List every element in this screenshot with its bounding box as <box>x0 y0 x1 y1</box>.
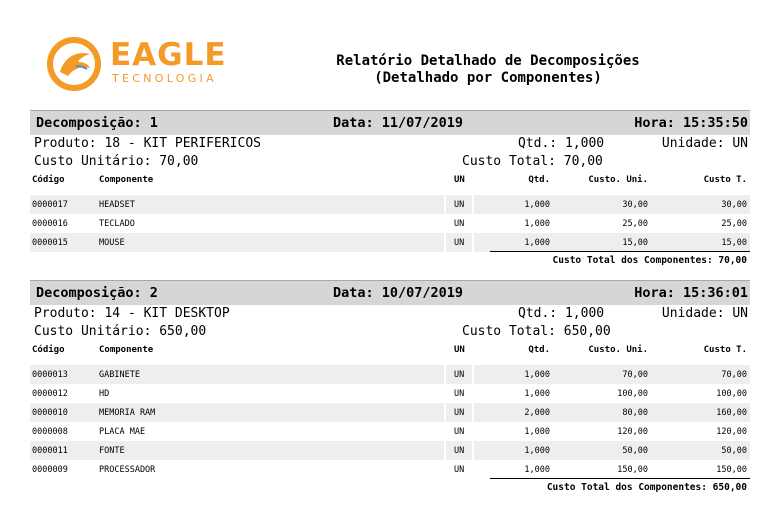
row-qtd: 1,000 <box>524 219 550 229</box>
row-custo-uni: 25,00 <box>622 219 648 229</box>
report-title-line2: (Detalhado por Componentes) <box>374 70 602 86</box>
row-un: UN <box>454 238 465 248</box>
product-line <box>30 135 750 153</box>
row-codigo: 0000013 <box>32 370 68 380</box>
table-row <box>30 195 750 214</box>
row-componente: FONTE <box>99 446 125 456</box>
row-codigo: 0000017 <box>32 200 68 210</box>
table-row <box>30 233 750 252</box>
col-custo-t: Custo T. <box>703 345 747 355</box>
unit-label: Unidade: UN <box>661 306 748 321</box>
product-label: Produto: 18 - KIT PERIFERICOS <box>34 136 261 151</box>
row-custo-t: 15,00 <box>721 238 747 248</box>
row-qtd: 1,000 <box>524 370 550 380</box>
row-codigo: 0000016 <box>32 219 68 229</box>
row-un: UN <box>454 219 465 229</box>
col-qtd: Qtd. <box>528 345 550 355</box>
row-componente: PLACA MAE <box>99 427 146 437</box>
quantity-label: Qtd.: 1,000 <box>518 136 605 151</box>
col-un: UN <box>454 345 465 355</box>
col-componente: Componente <box>99 175 154 185</box>
row-un: UN <box>454 446 465 456</box>
row-qtd: 1,000 <box>524 465 550 475</box>
row-un: UN <box>454 465 465 475</box>
row-codigo: 0000011 <box>32 446 68 456</box>
eagle-logo-icon <box>46 36 102 92</box>
row-custo-t: 160,00 <box>716 408 747 418</box>
row-codigo: 0000012 <box>32 389 68 399</box>
total-cost-label: Custo Total: 650,00 <box>462 324 611 339</box>
col-custo-uni: Custo. Uni. <box>588 175 648 185</box>
table-header <box>30 171 750 191</box>
table-header <box>30 341 750 361</box>
row-codigo: 0000010 <box>32 408 68 418</box>
table-row <box>30 460 750 479</box>
row-custo-uni: 80,00 <box>622 408 648 418</box>
cost-line <box>30 153 750 171</box>
decomposition-header <box>30 110 750 135</box>
decomposition-date: Data: 10/07/2019 <box>333 285 464 301</box>
table-row <box>30 214 750 233</box>
row-un: UN <box>454 370 465 380</box>
row-custo-uni: 100,00 <box>617 389 648 399</box>
col-codigo: Código <box>32 175 65 185</box>
row-custo-t: 120,00 <box>716 427 747 437</box>
components-total <box>30 479 750 497</box>
decomposition-header <box>30 280 750 305</box>
row-qtd: 2,000 <box>524 408 550 418</box>
report-title-line1: Relatório Detalhado de Decomposições <box>336 53 640 69</box>
row-un: UN <box>454 200 465 210</box>
decomposition-time: Hora: 15:36:01 <box>634 285 748 301</box>
row-custo-uni: 150,00 <box>617 465 648 475</box>
row-qtd: 1,000 <box>524 427 550 437</box>
decomposition-section <box>30 280 750 497</box>
col-qtd: Qtd. <box>528 175 550 185</box>
components-total-label: Custo Total dos Componentes: 70,00 <box>552 255 747 266</box>
components-total-label: Custo Total dos Componentes: 650,00 <box>546 482 747 493</box>
row-qtd: 1,000 <box>524 446 550 456</box>
row-custo-t: 100,00 <box>716 389 747 399</box>
quantity-label: Qtd.: 1,000 <box>518 306 605 321</box>
unit-cost-label: Custo Unitário: 650,00 <box>34 324 207 339</box>
row-qtd: 1,000 <box>524 200 550 210</box>
row-componente: HEADSET <box>99 200 135 210</box>
row-custo-uni: 70,00 <box>622 370 648 380</box>
col-custo-t: Custo T. <box>703 175 747 185</box>
row-un: UN <box>454 389 465 399</box>
col-componente: Componente <box>99 345 154 355</box>
row-codigo: 0000009 <box>32 465 68 475</box>
decomposition-time: Hora: 15:35:50 <box>634 115 748 131</box>
row-codigo: 0000008 <box>32 427 68 437</box>
row-custo-uni: 15,00 <box>622 238 648 248</box>
col-custo-uni: Custo. Uni. <box>588 345 648 355</box>
unit-cost-label: Custo Unitário: 70,00 <box>34 154 199 169</box>
col-codigo: Código <box>32 345 65 355</box>
total-cost-label: Custo Total: 70,00 <box>462 154 603 169</box>
logo-name: EAGLE <box>110 37 227 73</box>
row-qtd: 1,000 <box>524 238 550 248</box>
row-un: UN <box>454 427 465 437</box>
row-componente: GABINETE <box>99 370 140 380</box>
components-total <box>30 252 750 270</box>
cost-line <box>30 323 750 341</box>
unit-label: Unidade: UN <box>661 136 748 151</box>
row-un: UN <box>454 408 465 418</box>
company-logo <box>46 36 226 94</box>
report-title <box>288 53 688 87</box>
row-custo-t: 150,00 <box>716 465 747 475</box>
row-custo-uni: 50,00 <box>622 446 648 456</box>
row-componente: MOUSE <box>99 238 125 248</box>
decomposition-number: Decomposição: 2 <box>36 285 158 301</box>
row-custo-uni: 120,00 <box>617 427 648 437</box>
decomposition-section <box>30 110 750 270</box>
table-row <box>30 403 750 422</box>
row-custo-uni: 30,00 <box>622 200 648 210</box>
row-componente: HD <box>99 389 110 399</box>
product-line <box>30 305 750 323</box>
row-componente: TECLADO <box>99 219 135 229</box>
decomposition-number: Decomposição: 1 <box>36 115 158 131</box>
table-row <box>30 441 750 460</box>
product-label: Produto: 14 - KIT DESKTOP <box>34 306 230 321</box>
row-codigo: 0000015 <box>32 238 68 248</box>
decomposition-date: Data: 11/07/2019 <box>333 115 464 131</box>
logo-subtitle: TECNOLOGIA <box>112 72 217 85</box>
table-row <box>30 384 750 403</box>
table-row <box>30 365 750 384</box>
row-qtd: 1,000 <box>524 389 550 399</box>
row-custo-t: 25,00 <box>721 219 747 229</box>
row-componente: PROCESSADOR <box>99 465 156 475</box>
table-row <box>30 422 750 441</box>
row-custo-t: 30,00 <box>721 200 747 210</box>
row-custo-t: 70,00 <box>721 370 747 380</box>
row-custo-t: 50,00 <box>721 446 747 456</box>
col-un: UN <box>454 175 465 185</box>
row-componente: MEMORIA RAM <box>99 408 156 418</box>
